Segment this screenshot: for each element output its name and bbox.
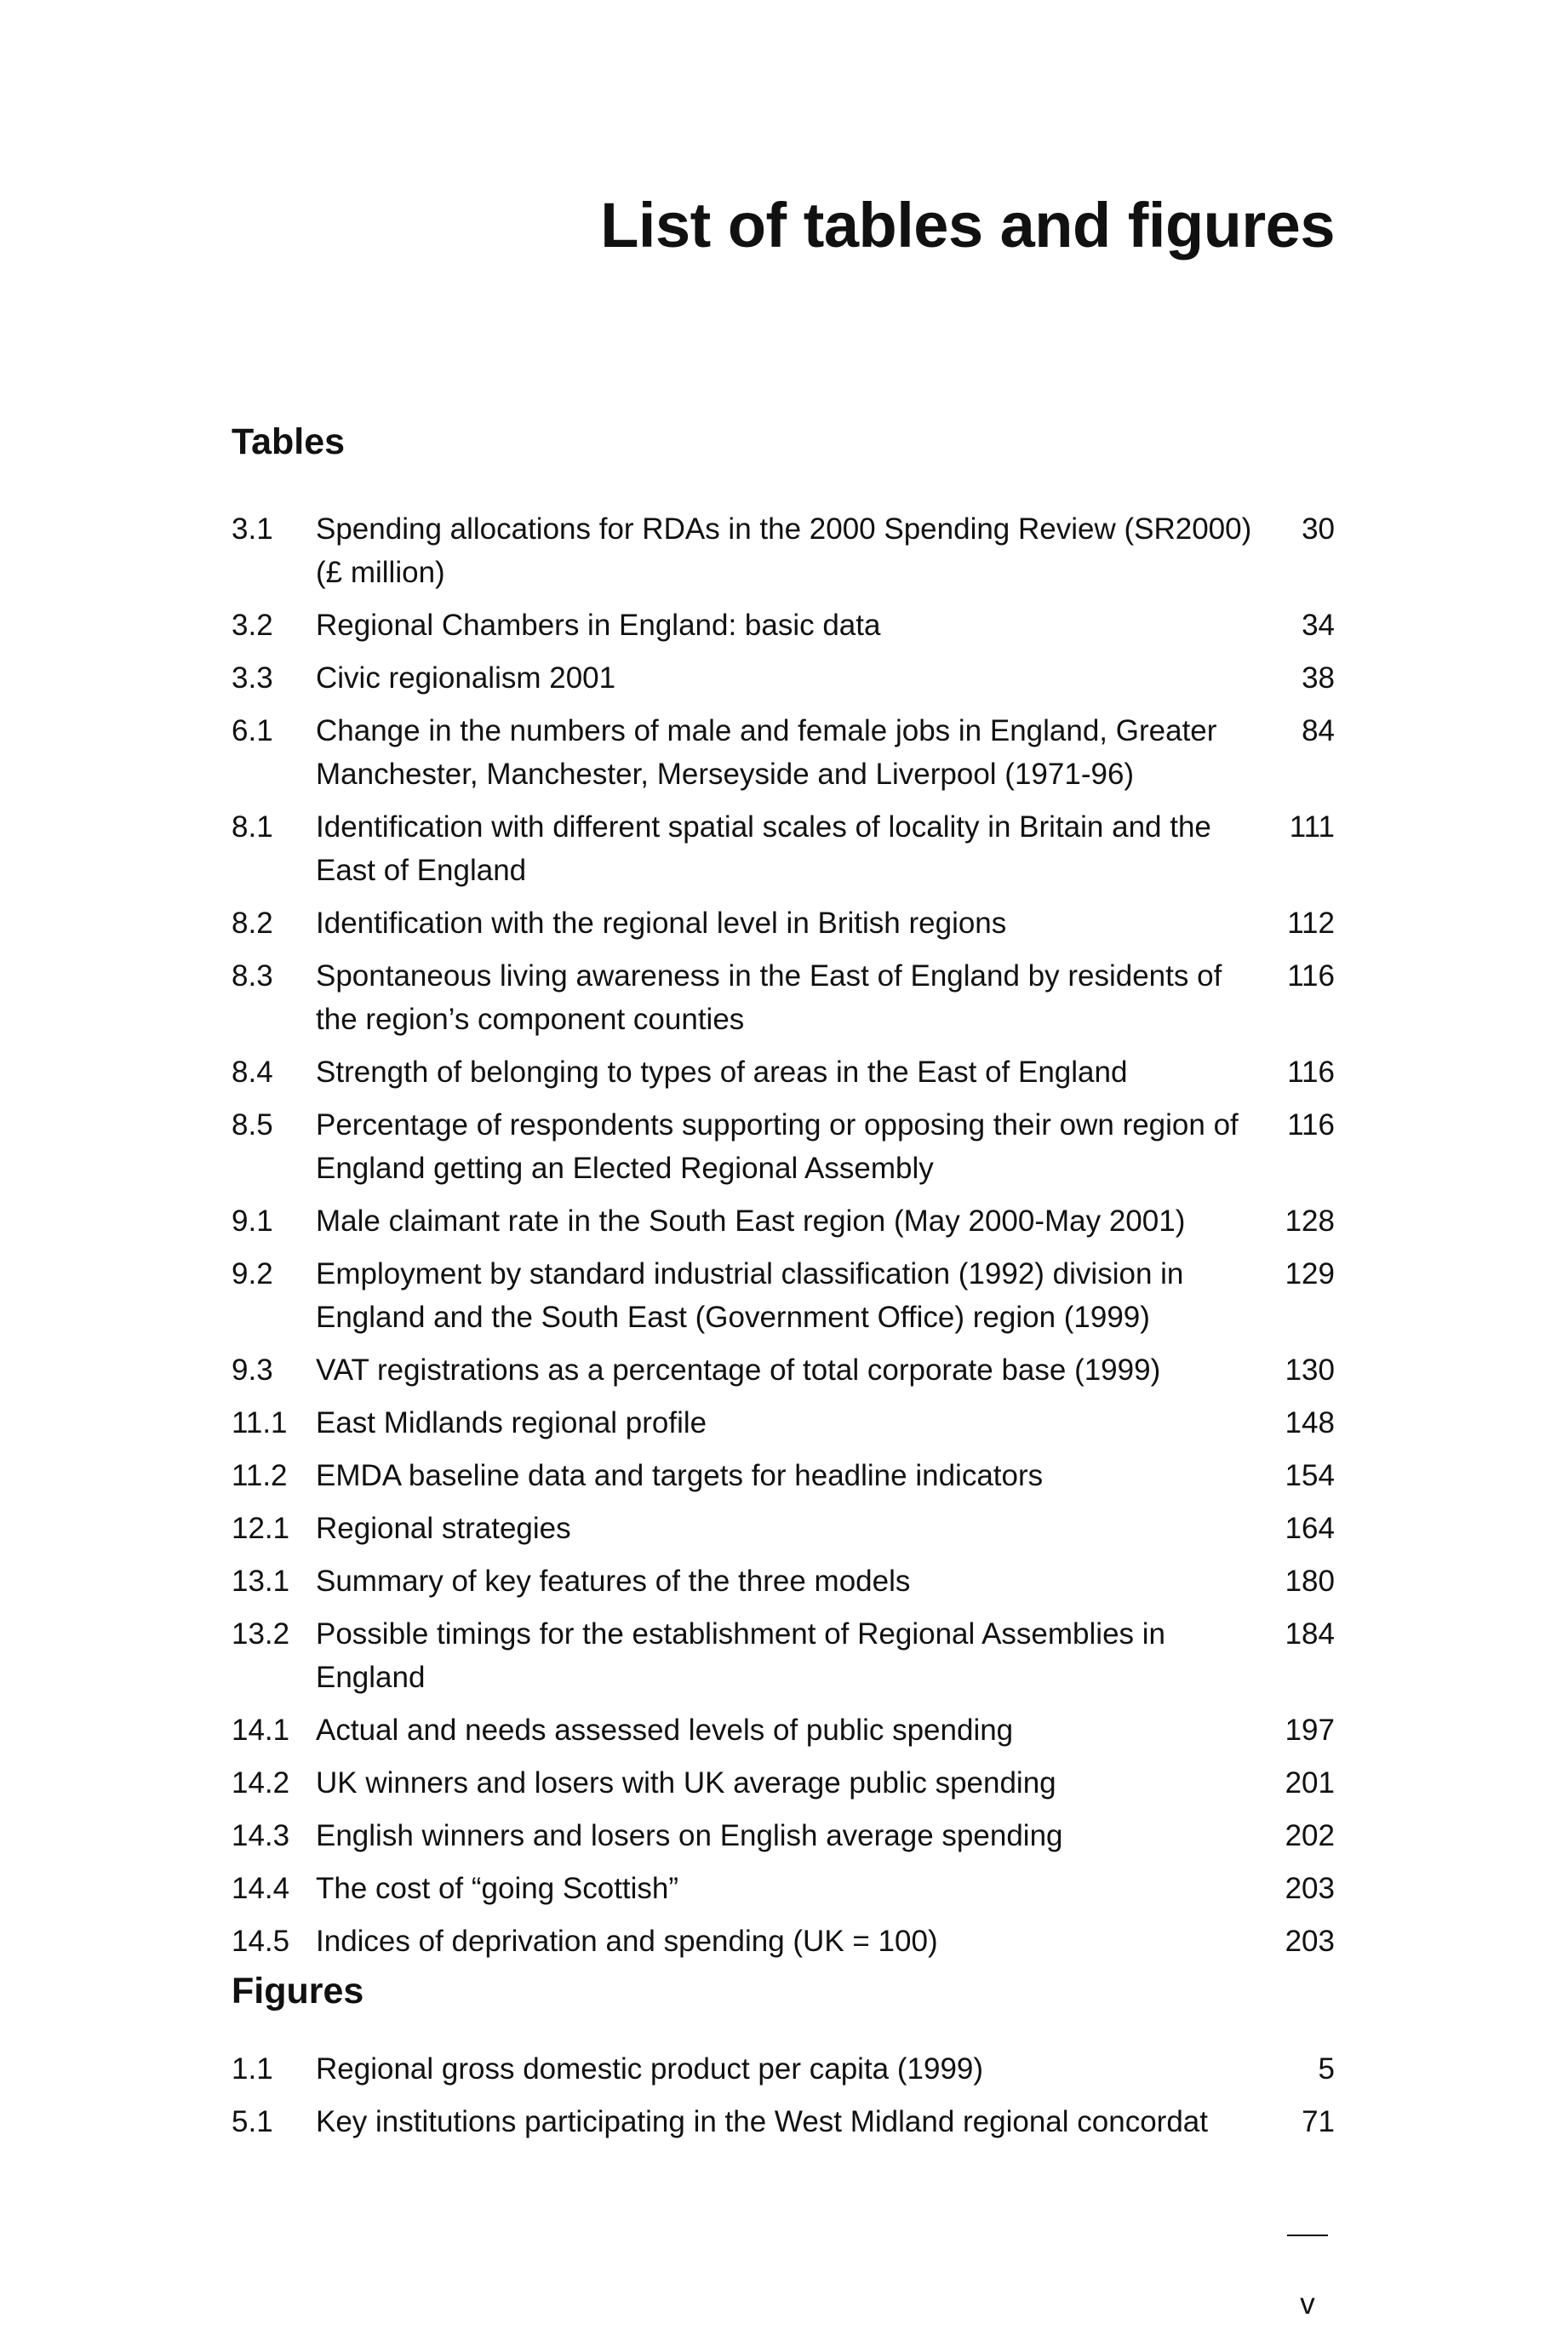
entry-title: Possible timings for the establishment of Regional Assemblies in England bbox=[316, 1617, 1165, 1694]
entry-number: 6.1 bbox=[232, 714, 273, 747]
table-entry bbox=[232, 656, 1335, 700]
entry-number: 14.2 bbox=[232, 1766, 290, 1800]
entry-page: 38 bbox=[1302, 661, 1335, 695]
entry-page: 130 bbox=[1285, 1353, 1335, 1387]
entry-title: Key institutions participating in the West Midland regional concordat bbox=[316, 2105, 1208, 2138]
table-entry bbox=[232, 901, 1335, 945]
table-entry bbox=[232, 1401, 1335, 1445]
entry-number: 1.1 bbox=[232, 2052, 273, 2086]
figure-entry bbox=[232, 2047, 1335, 2091]
entry-title: Percentage of respondents supporting or opposing their own region of England getting an Elected Regional Assembly bbox=[316, 1108, 1239, 1185]
entry-number: 9.1 bbox=[232, 1205, 273, 1238]
entry-title: English winners and losers on English average spending bbox=[316, 1819, 1063, 1852]
entry-title: Regional strategies bbox=[316, 1512, 571, 1545]
entry-page: 5 bbox=[1318, 2052, 1335, 2086]
tables-list bbox=[232, 507, 1335, 1972]
entry-page: 164 bbox=[1285, 1512, 1335, 1545]
entry-number: 13.1 bbox=[232, 1565, 290, 1598]
entry-title: Civic regionalism 2001 bbox=[316, 661, 616, 695]
entry-number: 5.1 bbox=[232, 2105, 273, 2138]
entry-page: 129 bbox=[1285, 1257, 1335, 1290]
table-entry bbox=[232, 1814, 1335, 1857]
entry-number: 14.5 bbox=[232, 1925, 290, 1958]
entry-title: Identification with the regional level in British regions bbox=[316, 907, 1007, 940]
entry-number: 13.2 bbox=[232, 1617, 290, 1651]
entry-page: 71 bbox=[1302, 2105, 1335, 2138]
entry-number: 8.3 bbox=[232, 959, 273, 993]
table-entry bbox=[232, 1199, 1335, 1243]
entry-title: Indices of deprivation and spending (UK = 100) bbox=[316, 1925, 938, 1958]
figures-heading: Figures bbox=[232, 1971, 364, 2012]
entry-title: East Midlands regional profile bbox=[316, 1406, 707, 1439]
entry-page: 116 bbox=[1287, 959, 1335, 993]
entry-number: 14.1 bbox=[232, 1714, 290, 1747]
entry-title: Male claimant rate in the South East region (May 2000-May 2001) bbox=[316, 1205, 1186, 1238]
figures-list bbox=[232, 2047, 1335, 2153]
page-title: List of tables and figures bbox=[600, 190, 1335, 260]
entry-title: Employment by standard industrial classification (1992) division in England and the South East (Government Office) region (1999) bbox=[316, 1257, 1184, 1334]
table-entry bbox=[232, 805, 1335, 892]
entry-page: 148 bbox=[1285, 1406, 1335, 1439]
entry-title: Actual and needs assessed levels of public spending bbox=[316, 1714, 1014, 1747]
entry-number: 8.1 bbox=[232, 810, 273, 844]
table-entry bbox=[232, 1454, 1335, 1497]
entry-page: 128 bbox=[1285, 1205, 1335, 1238]
page-number: v bbox=[1300, 2287, 1315, 2321]
entry-number: 14.4 bbox=[232, 1872, 290, 1905]
entry-page: 184 bbox=[1285, 1617, 1335, 1651]
entry-title: Regional gross domestic product per capita (1999) bbox=[316, 2052, 984, 2086]
folio-rule bbox=[1287, 2235, 1328, 2236]
entry-title: Spontaneous living awareness in the East of England by residents of the region’s component counties bbox=[316, 959, 1222, 1036]
entry-title: Change in the numbers of male and female jobs in England, Greater Manchester, Manchester, Merseyside and Liverpool (1971-96) bbox=[316, 714, 1217, 791]
table-entry bbox=[232, 1867, 1335, 1910]
table-entry bbox=[232, 507, 1335, 594]
table-entry bbox=[232, 1708, 1335, 1752]
entry-number: 14.3 bbox=[232, 1819, 290, 1852]
entry-number: 9.2 bbox=[232, 1257, 273, 1290]
entry-title: VAT registrations as a percentage of total corporate base (1999) bbox=[316, 1353, 1161, 1387]
entry-title: EMDA baseline data and targets for headline indicators bbox=[316, 1459, 1044, 1492]
entry-number: 3.1 bbox=[232, 512, 273, 546]
entry-number: 8.4 bbox=[232, 1056, 273, 1089]
entry-number: 3.2 bbox=[232, 609, 273, 642]
entry-page: 197 bbox=[1285, 1714, 1335, 1747]
table-entry bbox=[232, 604, 1335, 647]
entry-title: Regional Chambers in England: basic data bbox=[316, 609, 881, 642]
entry-page: 154 bbox=[1285, 1459, 1335, 1492]
entry-page: 34 bbox=[1302, 609, 1335, 642]
table-entry bbox=[232, 1252, 1335, 1339]
entry-page: 116 bbox=[1287, 1108, 1335, 1142]
entry-page: 202 bbox=[1285, 1819, 1335, 1852]
table-entry bbox=[232, 709, 1335, 796]
table-entry bbox=[232, 1920, 1335, 1963]
entry-number: 12.1 bbox=[232, 1512, 290, 1545]
entry-title: UK winners and losers with UK average public spending bbox=[316, 1766, 1056, 1800]
entry-page: 180 bbox=[1285, 1565, 1335, 1598]
entry-page: 111 bbox=[1289, 810, 1335, 844]
figure-entry bbox=[232, 2100, 1335, 2143]
table-entry bbox=[232, 1761, 1335, 1805]
entry-title: The cost of “going Scottish” bbox=[316, 1872, 679, 1905]
entry-number: 11.1 bbox=[232, 1406, 288, 1439]
entry-number: 9.3 bbox=[232, 1353, 273, 1387]
table-entry bbox=[232, 1559, 1335, 1603]
entry-page: 30 bbox=[1302, 512, 1335, 546]
entry-page: 203 bbox=[1285, 1925, 1335, 1958]
entry-number: 8.5 bbox=[232, 1108, 273, 1142]
entry-title: Summary of key features of the three models bbox=[316, 1565, 911, 1598]
entry-page: 84 bbox=[1302, 714, 1335, 747]
table-entry bbox=[232, 1507, 1335, 1550]
table-entry bbox=[232, 1103, 1335, 1190]
tables-heading: Tables bbox=[232, 421, 346, 462]
entry-title: Spending allocations for RDAs in the 2000 Spending Review (SR2000) (£ million) bbox=[316, 512, 1252, 589]
entry-number: 3.3 bbox=[232, 661, 273, 695]
entry-page: 201 bbox=[1285, 1766, 1335, 1800]
entry-number: 11.2 bbox=[232, 1459, 288, 1492]
entry-title: Strength of belonging to types of areas in the East of England bbox=[316, 1056, 1128, 1089]
table-entry bbox=[232, 954, 1335, 1041]
table-entry bbox=[232, 1348, 1335, 1392]
table-entry bbox=[232, 1050, 1335, 1094]
entry-title: Identification with different spatial scales of locality in Britain and the East of England bbox=[316, 810, 1211, 887]
table-entry bbox=[232, 1612, 1335, 1699]
entry-page: 112 bbox=[1287, 907, 1335, 940]
entry-page: 116 bbox=[1287, 1056, 1335, 1089]
entry-number: 8.2 bbox=[232, 907, 273, 940]
entry-page: 203 bbox=[1285, 1872, 1335, 1905]
